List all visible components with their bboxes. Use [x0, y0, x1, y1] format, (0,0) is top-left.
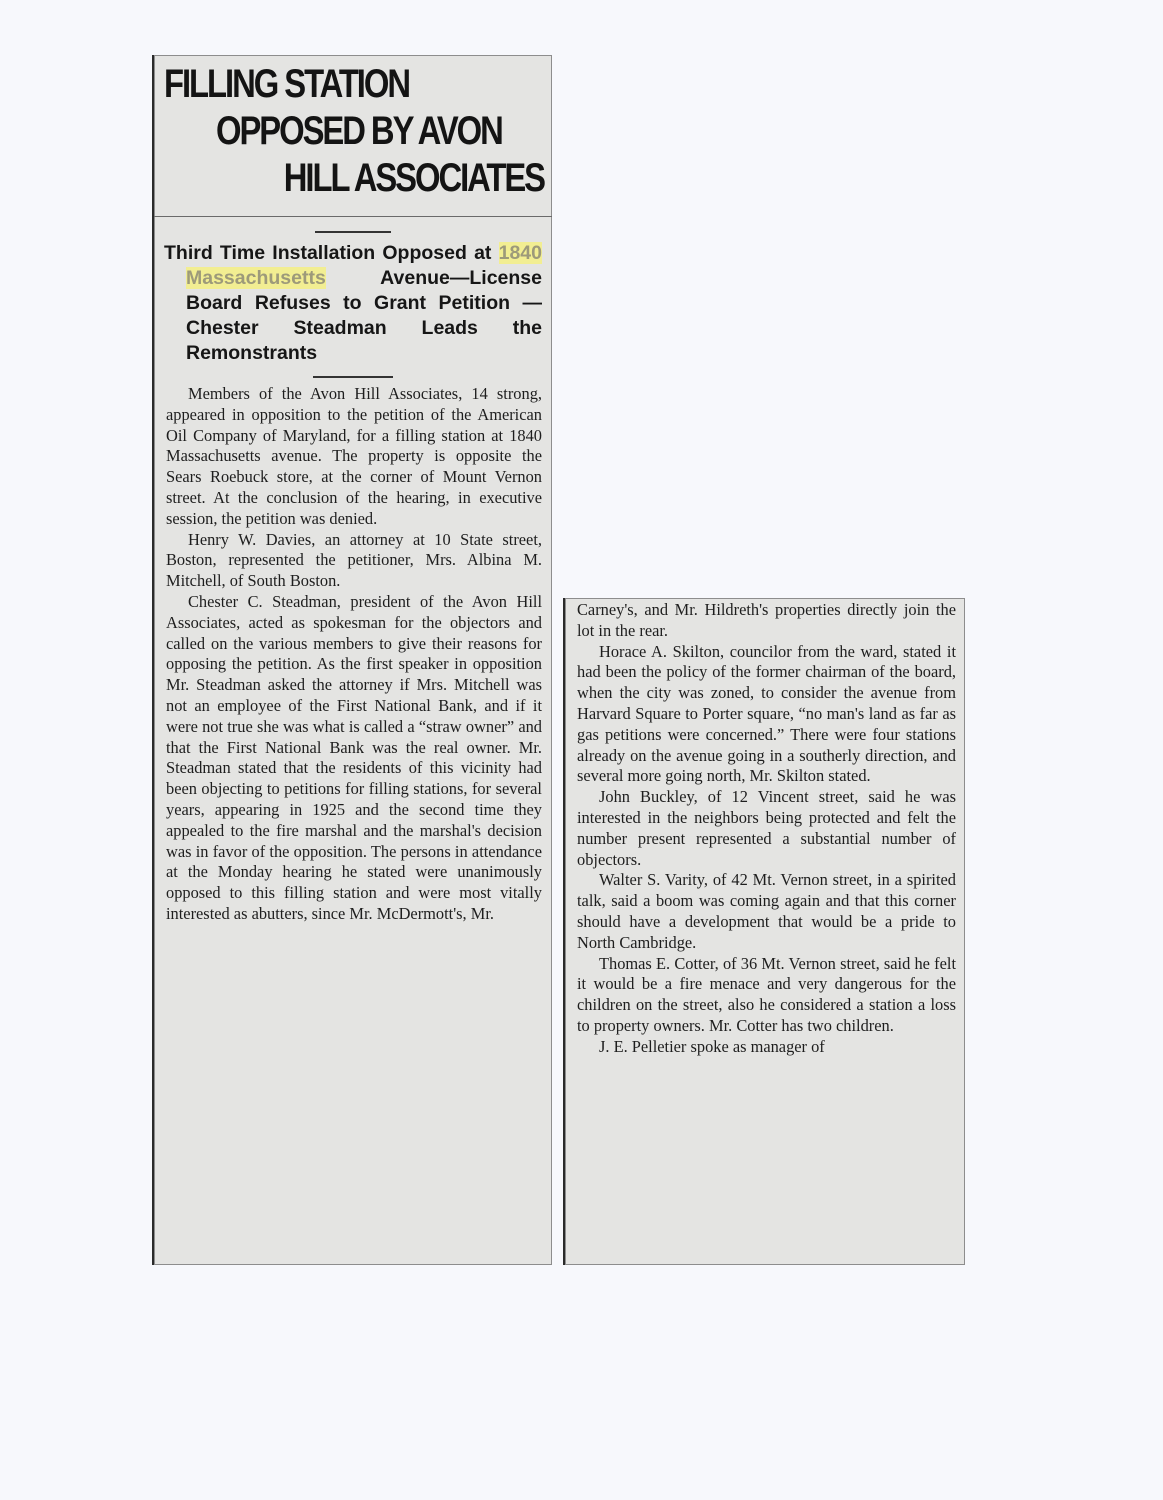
subhead-rule [313, 376, 393, 378]
continuation-paragraph: Carney's, and Mr. Hildreth's properties directly join the lot in the rear. [577, 600, 956, 640]
right-column-body [565, 598, 965, 1058]
paragraph-1: Members of the Avon Hill Associates, 14 strong, appeared in opposition to the petition of the American Oil Company of Maryland, for a filling station at 1840 Massachusetts avenue. The property is opposite the Sears Roebuck store, at the corner of Mount Vernon street. At the conclusion of the hearing, in executive session, the petition was denied. [166, 384, 542, 528]
clipping-right-column [563, 598, 965, 1265]
headline [154, 55, 552, 217]
paragraph-3: Chester C. Steadman, president of the Avon Hill Associates, acted as spokesman for the objectors and called on the various members to give their reasons for opposing the petition. As the first speaker in opposition Mr. Steadman asked the attorney if Mrs. Mitchell was not an employee of the First National Bank, and if it were not true she was what is called a “straw owner” and that the First National Bank was the real owner. Mr. Steadman stated that the residents of this vicinity had been objecting to petitions for filling stations, for several years, appearing in 1925 and the second time they appealed to the fire marshal and the marshal's decision was in favor of the opposition. The persons in attendance at the Monday hearing he stated were unanimously opposed to this filling station and were most vitally interested as abutters, since Mr. McDermott's, Mr. [166, 591, 542, 923]
left-column-body [154, 384, 552, 925]
headline-line-1: FILLING STATION [164, 62, 409, 106]
headline-line-3: HILL ASSOCIATES [283, 156, 544, 200]
subheadline [154, 241, 552, 366]
subhead-text-start: Third Time Installation Opposed at [164, 242, 499, 264]
paragraph-buckley: John Buckley, of 12 Vincent street, said he was interested in the neighbors being protected and felt the number present represented a substantial number of objectors. [577, 787, 956, 869]
highlighted-address: 1840 Massachusetts [186, 242, 542, 289]
paragraph-2: Henry W. Davies, an attorney at 10 State street, Boston, represented the petitioner, Mrs. Albina M. Mitchell, of South Boston. [166, 529, 542, 591]
paragraph-skilton: Horace A. Skilton, councilor from the ward, stated it had been the policy of the former chairman of the board, when the city was zoned, to consider the avenue from Harvard Square to Porter square, “no man's land as far as gas petitions were concerned.” There were four stations already on the avenue going in a southerly direction, and several more going north, Mr. Skilton stated. [577, 641, 956, 786]
subhead-text-end: Avenue—License Board Refuses to Grant Petition — Chester Steadman Leads the Remonstrants [186, 267, 542, 364]
paragraph-cotter: Thomas E. Cotter, of 36 Mt. Vernon street, said he felt it would be a fire menace and very dangerous for the children on the street, also he considered a station a loss to property owners. Mr. Cotter has two children. [577, 953, 956, 1035]
paragraph-varity: Walter S. Varity, of 42 Mt. Vernon street, in a spirited talk, said a boom was coming again and that this corner should have a development that would be a pride to North Cambridge. [577, 870, 956, 952]
headline-line-2: OPPOSED BY AVON [216, 109, 502, 153]
headline-rule [315, 231, 391, 233]
paragraph-pelletier: J. E. Pelletier spoke as manager of [599, 1036, 825, 1056]
clipping-left-column [152, 55, 552, 1265]
